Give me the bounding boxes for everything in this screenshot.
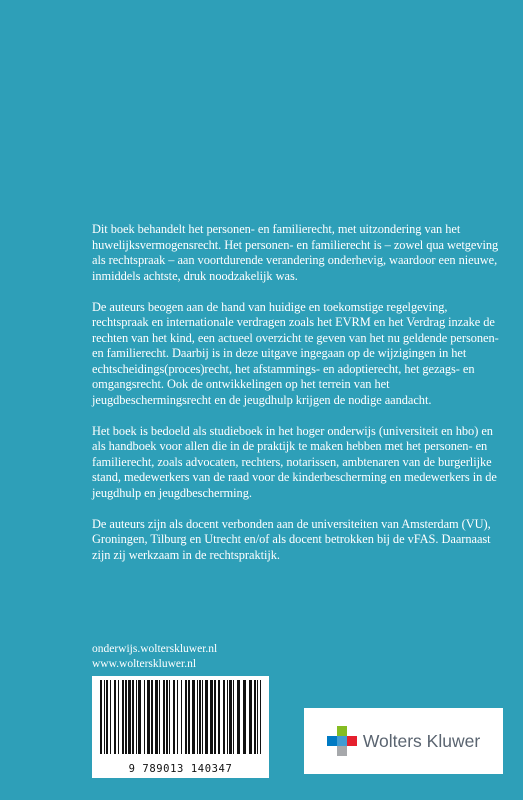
logo-wordmark: Wolters Kluwer xyxy=(362,730,481,751)
blurb-paragraph-1: Dit boek behandelt het personen- en familierecht, met uitzondering van het huwelijksvermogensrecht. Het personen- en familierecht is – zowel qua wetgeving als rechtspraak – aan voortdurende verandering onderhevig, waardoor een nieuwe, inmiddels achtste, druk noodzakelijk was. xyxy=(92,222,499,283)
website-links xyxy=(92,642,217,672)
barcode-icon xyxy=(96,680,265,754)
wolters-kluwer-logo-icon xyxy=(327,726,357,756)
blurb-paragraph-2: De auteurs beogen aan de hand van huidige en toekomstige regelgeving, rechtspraak en internationale verdragen zoals het EVRM en het Verdrag inzake de rechten van het kind, een actueel overzicht te geven van het nu geldende personen- en familierecht. Daarbij is in deze uitgave ingegaan op de wijzigingen in het echtscheidings(proces)recht, het afstammings- en adoptierecht, het gezags- en omgangsrecht. Ook de ontwikkelingen op het terrein van het jeugdbeschermingsrecht en de jeugdhulp krijgen de nodige aandacht. xyxy=(92,299,499,407)
back-cover-blurb xyxy=(92,222,502,579)
barcode-number: 9 789013 140347 xyxy=(128,763,233,775)
link-wolterskluwer[interactable]: www.wolterskluwer.nl xyxy=(92,658,197,670)
isbn-barcode xyxy=(92,676,269,778)
blurb-paragraph-4: De auteurs zijn als docent verbonden aan de universiteiten van Amsterdam (VU), Groningen, Tilburg en Utrecht en/of als docent betrokken bij de vFAS. Daarnaast zijn zij werkzaam in de rechtspraktijk. xyxy=(92,516,491,562)
publisher-logo xyxy=(304,708,503,774)
link-onderwijs[interactable]: onderwijs.wolterskluwer.nl xyxy=(92,643,218,655)
blurb-paragraph-3: Het boek is bedoeld als studieboek in het hoger onderwijs (universiteit en hbo) en als handboek voor allen die in de praktijk te maken hebben met het personen- en familierecht, zoals advocaten, rechters, notarissen, ambtenaren van de burgerlijke stand, medewerkers van de raad voor de kinderbescherming en medewerkers in de jeugdhulp en jeugdbescherming. xyxy=(92,423,497,500)
